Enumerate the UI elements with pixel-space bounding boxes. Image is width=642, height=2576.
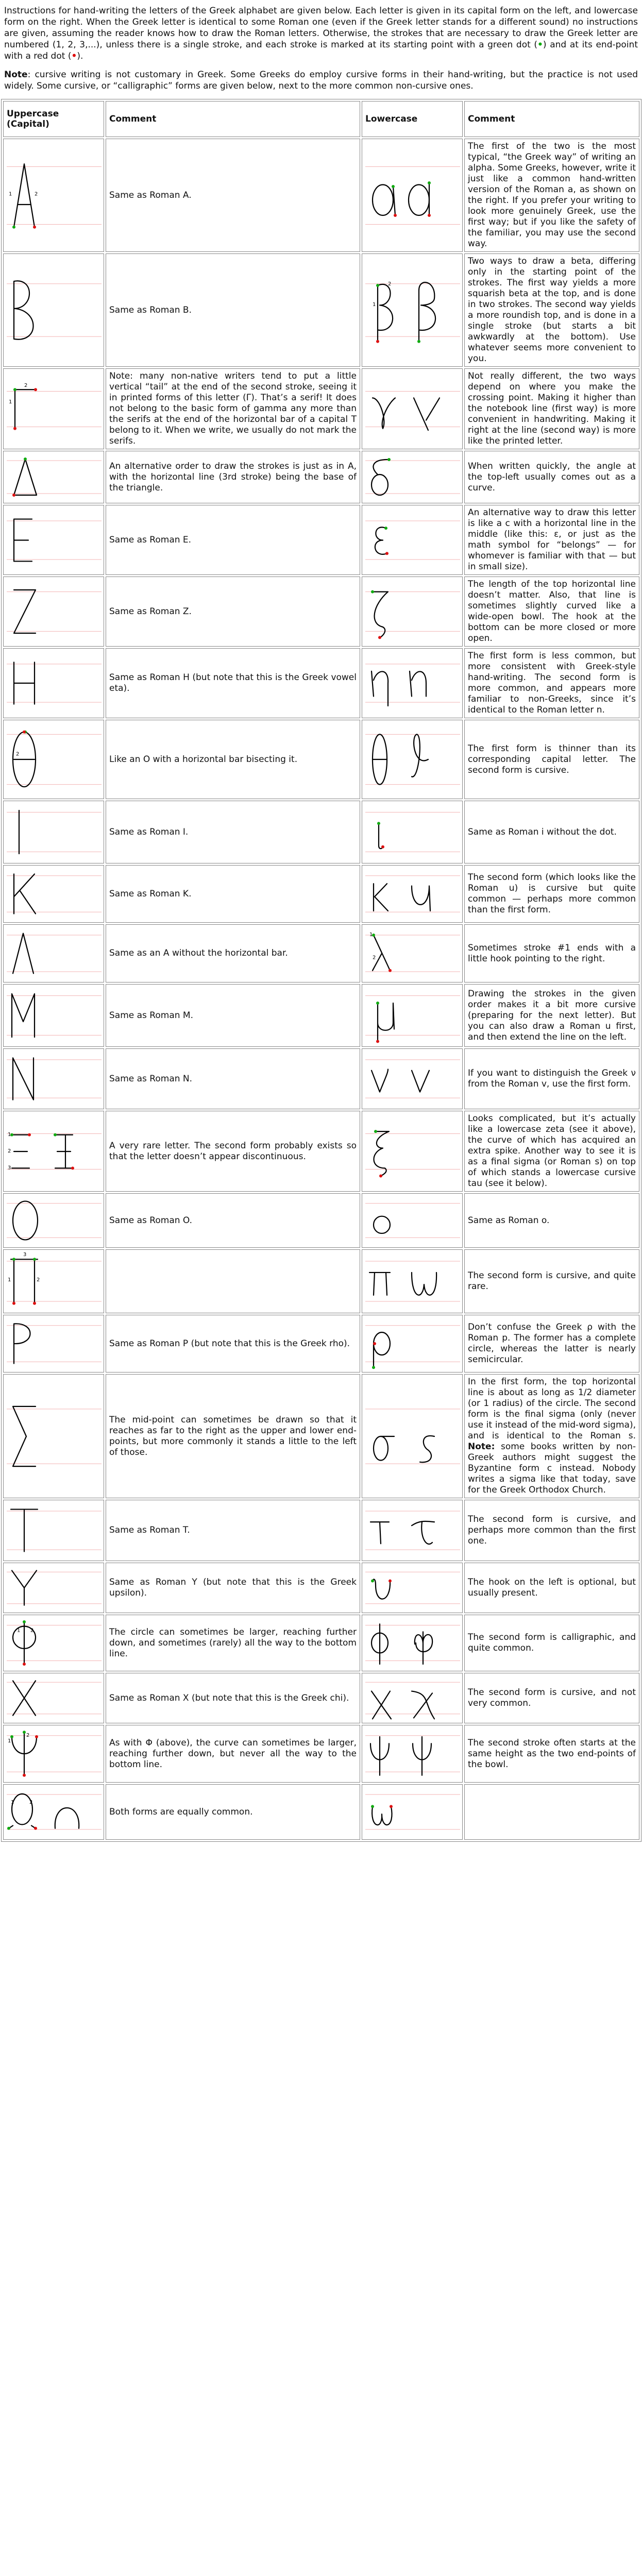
uppercase-comment: Same as Roman P (but note that this is the Greek rho).: [106, 1315, 360, 1372]
xi-uppercase-icon: [4, 1124, 104, 1179]
lowercase-comment: The hook on the left is optional, but usually present.: [464, 1563, 639, 1613]
lowercase-tau-drawing: [362, 1500, 463, 1561]
uppercase-psi-drawing: [3, 1725, 104, 1783]
svg-text:2: 2: [26, 1733, 30, 1738]
tau-uppercase-icon: [4, 1500, 104, 1561]
tau-lowercase-icon: [362, 1500, 462, 1561]
uppercase-comment: Same as Roman B.: [106, 253, 360, 367]
lowercase-omicron-drawing: [362, 1193, 463, 1248]
zeta-uppercase-icon: [4, 581, 104, 642]
table-row: [3, 451, 639, 503]
lowercase-comment: Same as Roman i without the dot.: [464, 801, 639, 863]
nu-uppercase-icon: [4, 1049, 104, 1109]
delta-uppercase-icon: [4, 451, 104, 503]
uppercase-iota-drawing: [3, 801, 104, 863]
lowercase-chi-drawing: [362, 1673, 463, 1723]
uppercase-rho-drawing: [3, 1315, 104, 1372]
table-row: [3, 505, 639, 575]
svg-text:2: 2: [37, 1277, 40, 1283]
lowercase-upsilon-drawing: [362, 1563, 463, 1613]
chi-uppercase-icon: [4, 1673, 104, 1723]
kappa-lowercase-icon: [362, 866, 462, 922]
sigma-uppercase-icon: [4, 1394, 104, 1479]
table-row: [3, 577, 639, 647]
red-dot-icon: •: [71, 51, 77, 61]
uppercase-phi-drawing: [3, 1615, 104, 1671]
uppercase-comment: Same as Roman M.: [106, 984, 360, 1047]
table-row: [3, 924, 639, 982]
table-row: [3, 1193, 639, 1248]
lowercase-comment: The second form is cursive, and quite rare.: [464, 1249, 639, 1313]
lowercase-comment: In the first form, the top horizontal line is about as long as 1/2 diameter (or 1 radius) of the circle. The second form is the final sigma (only (never use it instead of the mid-word sigma), and is identical to the Roman s. Note: some books written by non-Greek authors might suggest the Byzantine form c instead. Nobody writes a sigma like that today, save for the Greek Orthodox Church.: [464, 1374, 639, 1498]
svg-text:2: 2: [30, 1628, 34, 1634]
intro-section: [0, 0, 642, 92]
svg-text:3: 3: [23, 1252, 27, 1258]
uppercase-omega-drawing: [3, 1784, 104, 1840]
uppercase-xi-drawing: [3, 1111, 104, 1192]
lowercase-eta-drawing: [362, 648, 463, 718]
table-row: [3, 1500, 639, 1561]
mu-lowercase-icon: [362, 985, 462, 1046]
table-row: [3, 865, 639, 923]
lowercase-beta-drawing: [362, 253, 463, 367]
uppercase-comment: Same as an A without the horizontal bar.: [106, 924, 360, 982]
intro-paragraph: Instructions for hand-writing the letters of the Greek alphabet are given below. Each letter is given in its capital form on the left, and lowercase form on the right. When the Greek letter is identical to some Roman one (even if the Greek letter stands for a different sound) no instructions are given, assuming the reader knows how to draw the Roman letters. Otherwise, the strokes that are necessary to draw the Greek letter are numbered (1, 2, 3,...), unless there is a single stroke, and each stroke is marked at its starting point with a green dot (•) and at its end-point with a red dot (•).: [4, 6, 638, 61]
table-row: [3, 1315, 639, 1372]
lowercase-comment: Same as Roman o.: [464, 1193, 639, 1248]
lowercase-comment: Two ways to draw a beta, differing only in the starting point of the strokes. The first way yields a more squarish beta at the top, and is done in two strokes. The second way yields a more roundish top, and is done in a single stroke (but starts a bit awkwardly at the bottom). Use whatever seems more convenient to you.: [464, 253, 639, 367]
lowercase-sigma-drawing: [362, 1374, 463, 1498]
table-row: [3, 253, 639, 367]
epsilon-uppercase-icon: [4, 510, 104, 570]
alpha-lowercase-icon: [362, 150, 462, 241]
gamma-uppercase-icon: [4, 381, 104, 437]
beta-uppercase-icon: [4, 269, 104, 351]
uppercase-nu-drawing: [3, 1048, 104, 1109]
greek-alphabet-table: [1, 99, 641, 1842]
epsilon-lowercase-icon: [362, 510, 462, 570]
xi-lowercase-icon: [362, 1124, 462, 1179]
lowercase-delta-drawing: [362, 451, 463, 503]
delta-lowercase-icon: [362, 451, 462, 503]
omega-uppercase-icon: [4, 1785, 104, 1839]
uppercase-mu-drawing: [3, 984, 104, 1047]
upsilon-uppercase-icon: [4, 1563, 104, 1613]
uppercase-comment: The mid-point can sometimes be drawn so that it reaches as far to the right as the upper and lower end-points, but more commonly it stands a little to the left of those.: [106, 1374, 360, 1498]
svg-text:1: 1: [373, 302, 376, 308]
lowercase-comment: The second form is cursive, and perhaps more common than the first one.: [464, 1500, 639, 1561]
svg-text:1: 1: [17, 1628, 21, 1634]
svg-text:1: 1: [8, 1738, 11, 1744]
phi-uppercase-icon: [4, 1615, 104, 1671]
omega-lowercase-icon: [362, 1785, 462, 1839]
lowercase-comment: An alternative way to draw this letter is like a c with a horizontal line in the middle (like this: ε, or just as the math symbol for “belongs” — for whomever is familiar with that — but in small size).: [464, 505, 639, 575]
table-row: [3, 368, 639, 449]
uppercase-comment: Same as Roman O.: [106, 1193, 360, 1248]
svg-text:1: 1: [369, 932, 373, 938]
alpha-uppercase-icon: [4, 150, 104, 241]
pi-uppercase-icon: [4, 1250, 104, 1313]
uppercase-tau-drawing: [3, 1500, 104, 1561]
table-row: [3, 984, 639, 1047]
lowercase-comment: When written quickly, the angle at the top-left usually comes out as a curve.: [464, 451, 639, 503]
lowercase-kappa-drawing: [362, 865, 463, 923]
table-header-row: [3, 101, 639, 137]
table-row: [3, 1725, 639, 1783]
uppercase-kappa-drawing: [3, 865, 104, 923]
table-row: [3, 1374, 639, 1498]
uppercase-eta-drawing: [3, 648, 104, 718]
uppercase-comment: [106, 1249, 360, 1313]
phi-lowercase-icon: [362, 1615, 462, 1671]
uppercase-comment: As with Φ (above), the curve can sometimes be larger, reaching further down, but never all the way to the bottom line.: [106, 1725, 360, 1783]
upsilon-lowercase-icon: [362, 1563, 462, 1613]
svg-text:2: 2: [29, 1800, 33, 1806]
svg-text:2: 2: [373, 955, 376, 961]
lowercase-comment: The first of the two is the most typical, “the Greek way” of writing an alpha. Some Greeks, however, write it just like a common hand-written version of the Roman a, as shown on the right. If you prefer your writing to look more genuinely Greek, use the first way; but if you like the safety of the familiar, you may use the second way.: [464, 139, 639, 252]
lowercase-comment: [464, 1784, 639, 1840]
uppercase-comment: Like an O with a horizontal bar bisecting it.: [106, 720, 360, 799]
lowercase-comment: The first form is less common, but more consistent with Greek-style hand-writing. The second form is more common, and appears more familiar to non-Greeks, since it’s identical to the Roman letter n.: [464, 648, 639, 718]
lambda-lowercase-icon: [362, 925, 462, 982]
uppercase-comment: The circle can sometimes be larger, reaching further down, and sometimes (rarely) all the way to the bottom line.: [106, 1615, 360, 1671]
lowercase-alpha-drawing: [362, 139, 463, 252]
chi-lowercase-icon: [362, 1673, 462, 1723]
svg-text:3: 3: [8, 1165, 11, 1171]
uppercase-theta-drawing: [3, 720, 104, 799]
uppercase-comment: An alternative order to draw the strokes is just as in A, with the horizontal line (3rd stroke) being the base of the triangle.: [106, 451, 360, 503]
iota-uppercase-icon: [4, 801, 104, 863]
uppercase-comment: Same as Roman A.: [106, 139, 360, 252]
lowercase-xi-drawing: [362, 1111, 463, 1192]
mu-uppercase-icon: [4, 985, 104, 1046]
gamma-lowercase-icon: [362, 381, 462, 437]
beta-lowercase-icon: [362, 269, 462, 351]
svg-text:2: 2: [388, 281, 392, 287]
table-row: [3, 1615, 639, 1671]
lowercase-phi-drawing: [362, 1615, 463, 1671]
omicron-uppercase-icon: [4, 1194, 104, 1247]
table-row: [3, 1111, 639, 1192]
uppercase-epsilon-drawing: [3, 505, 104, 575]
lowercase-iota-drawing: [362, 801, 463, 863]
lowercase-comment: Not really different, the two ways depend on where you make the crossing point. Making it higher than the notebook line (first way) is more convenient in handwriting. Making it right at the line (second way) is more like the printed letter.: [464, 368, 639, 449]
eta-lowercase-icon: [362, 653, 462, 713]
uppercase-delta-drawing: [3, 451, 104, 503]
psi-lowercase-icon: [362, 1725, 462, 1782]
table-row: [3, 720, 639, 799]
lowercase-mu-drawing: [362, 984, 463, 1047]
uppercase-comment: Same as Roman X (but note that this is the Greek chi).: [106, 1673, 360, 1723]
table-row: [3, 1673, 639, 1723]
uppercase-alpha-drawing: [3, 139, 104, 252]
uppercase-chi-drawing: [3, 1673, 104, 1723]
lowercase-zeta-drawing: [362, 577, 463, 647]
eta-uppercase-icon: [4, 653, 104, 713]
uppercase-comment: Same as Roman I.: [106, 801, 360, 863]
header-comment: Comment: [106, 101, 360, 137]
header-comment-2: Comment: [464, 101, 639, 137]
pi-lowercase-icon: [362, 1250, 462, 1313]
lowercase-comment: The second form (which looks like the Roman u) is cursive but quite common — perhaps more common than the first form.: [464, 865, 639, 923]
green-dot-icon: •: [537, 40, 543, 50]
uppercase-comment: Same as Roman Z.: [106, 577, 360, 647]
lowercase-nu-drawing: [362, 1048, 463, 1109]
uppercase-comment: Same as Roman H (but note that this is the Greek vowel eta).: [106, 648, 360, 718]
uppercase-pi-drawing: [3, 1249, 104, 1313]
lowercase-comment: Looks complicated, but it’s actually like a lowercase zeta (see it above), the curve of which has acquired an extra spike. Another way to see it is as a final sigma (or Roman s) on top of which stands a lowercase cursive tau (see it below).: [464, 1111, 639, 1192]
lowercase-comment: If you want to distinguish the Greek ν from the Roman v, use the first form.: [464, 1048, 639, 1109]
lowercase-comment: Drawing the strokes in the given order makes it a bit more cursive (preparing for the next letter). But you can also draw a Roman u first, and then extend the line on the left.: [464, 984, 639, 1047]
uppercase-comment: Same as Roman E.: [106, 505, 360, 575]
intro-note: Note: cursive writing is not customary in Greek. Some Greeks do employ cursive forms in their hand-writing, but the practice is not used widely. Some cursive, or “calligraphic” forms are given below, next to the more common non-cursive ones.: [4, 70, 638, 91]
uppercase-comment: Same as Roman T.: [106, 1500, 360, 1561]
lowercase-comment: The second stroke often starts at the same height as the two end-points of the bowl.: [464, 1725, 639, 1783]
theta-uppercase-icon: [4, 720, 104, 799]
theta-lowercase-icon: [362, 720, 462, 799]
table-row: [3, 1784, 639, 1840]
uppercase-lambda-drawing: [3, 924, 104, 982]
iota-lowercase-icon: [362, 801, 462, 863]
svg-text:1: 1: [8, 1277, 11, 1283]
lowercase-comment: The first form is thinner than its corresponding capital letter. The second form is cursive.: [464, 720, 639, 799]
uppercase-gamma-drawing: [3, 368, 104, 449]
lowercase-theta-drawing: [362, 720, 463, 799]
table-row: [3, 801, 639, 863]
uppercase-comment: Note: many non-native writers tend to put a little vertical “tail” at the end of the second stroke, seeing it in printed forms of this letter (Γ). That’s a serif! It does not belong to the basic form of gamma any more than the serifs at the end of the horizontal bar of a capital T belong to it. When we write, we usually do not mark the serifs.: [106, 368, 360, 449]
lowercase-lambda-drawing: [362, 924, 463, 982]
psi-uppercase-icon: [4, 1725, 104, 1782]
uppercase-zeta-drawing: [3, 577, 104, 647]
lowercase-omega-drawing: [362, 1784, 463, 1840]
table-row: [3, 1563, 639, 1613]
lowercase-comment: Sometimes stroke #1 ends with a little hook pointing to the right.: [464, 924, 639, 982]
uppercase-comment: A very rare letter. The second form probably exists so that the letter doesn’t appear discontinuous.: [106, 1111, 360, 1192]
svg-text:2: 2: [24, 382, 28, 388]
table-row: [3, 139, 639, 252]
uppercase-upsilon-drawing: [3, 1563, 104, 1613]
lowercase-comment: Don’t confuse the Greek ρ with the Roman p. The former has a complete circle, whereas the latter is nearly semicircular.: [464, 1315, 639, 1372]
table-row: [3, 648, 639, 718]
table-row: [3, 1048, 639, 1109]
uppercase-sigma-drawing: [3, 1374, 104, 1498]
nu-lowercase-icon: [362, 1049, 462, 1109]
rho-lowercase-icon: [362, 1315, 462, 1372]
rho-uppercase-icon: [4, 1315, 104, 1372]
lowercase-comment: The second form is calligraphic, and quite common.: [464, 1615, 639, 1671]
svg-text:1: 1: [9, 399, 12, 405]
lambda-uppercase-icon: [4, 925, 104, 982]
svg-text:2: 2: [35, 191, 38, 197]
lowercase-gamma-drawing: [362, 368, 463, 449]
svg-text:1: 1: [8, 1131, 11, 1138]
header-lowercase: Lowercase: [362, 101, 463, 137]
header-uppercase: Uppercase (Capital): [3, 101, 104, 137]
uppercase-comment: Same as Roman K.: [106, 865, 360, 923]
table-row: [3, 1249, 639, 1313]
uppercase-comment: Same as Roman Y (but note that this is the Greek upsilon).: [106, 1563, 360, 1613]
kappa-uppercase-icon: [4, 866, 104, 922]
svg-text:2: 2: [16, 751, 20, 757]
lowercase-comment: The length of the top horizontal line doesn’t matter. Also, that line is sometimes slightly curved like a wide-open bowl. The hook at the bottom can be more closed or more open.: [464, 577, 639, 647]
zeta-lowercase-icon: [362, 581, 462, 642]
lowercase-comment: The second form is cursive, and not very common.: [464, 1673, 639, 1723]
svg-text:2: 2: [8, 1148, 11, 1154]
svg-text:1: 1: [9, 191, 12, 197]
lowercase-pi-drawing: [362, 1249, 463, 1313]
lowercase-rho-drawing: [362, 1315, 463, 1372]
lowercase-epsilon-drawing: [362, 505, 463, 575]
sigma-lowercase-icon: [362, 1394, 462, 1479]
omicron-lowercase-icon: [362, 1194, 462, 1247]
lowercase-psi-drawing: [362, 1725, 463, 1783]
uppercase-omicron-drawing: [3, 1193, 104, 1248]
svg-text:1: 1: [11, 1800, 14, 1806]
uppercase-comment: Same as Roman N.: [106, 1048, 360, 1109]
uppercase-comment: Both forms are equally common.: [106, 1784, 360, 1840]
uppercase-beta-drawing: [3, 253, 104, 367]
